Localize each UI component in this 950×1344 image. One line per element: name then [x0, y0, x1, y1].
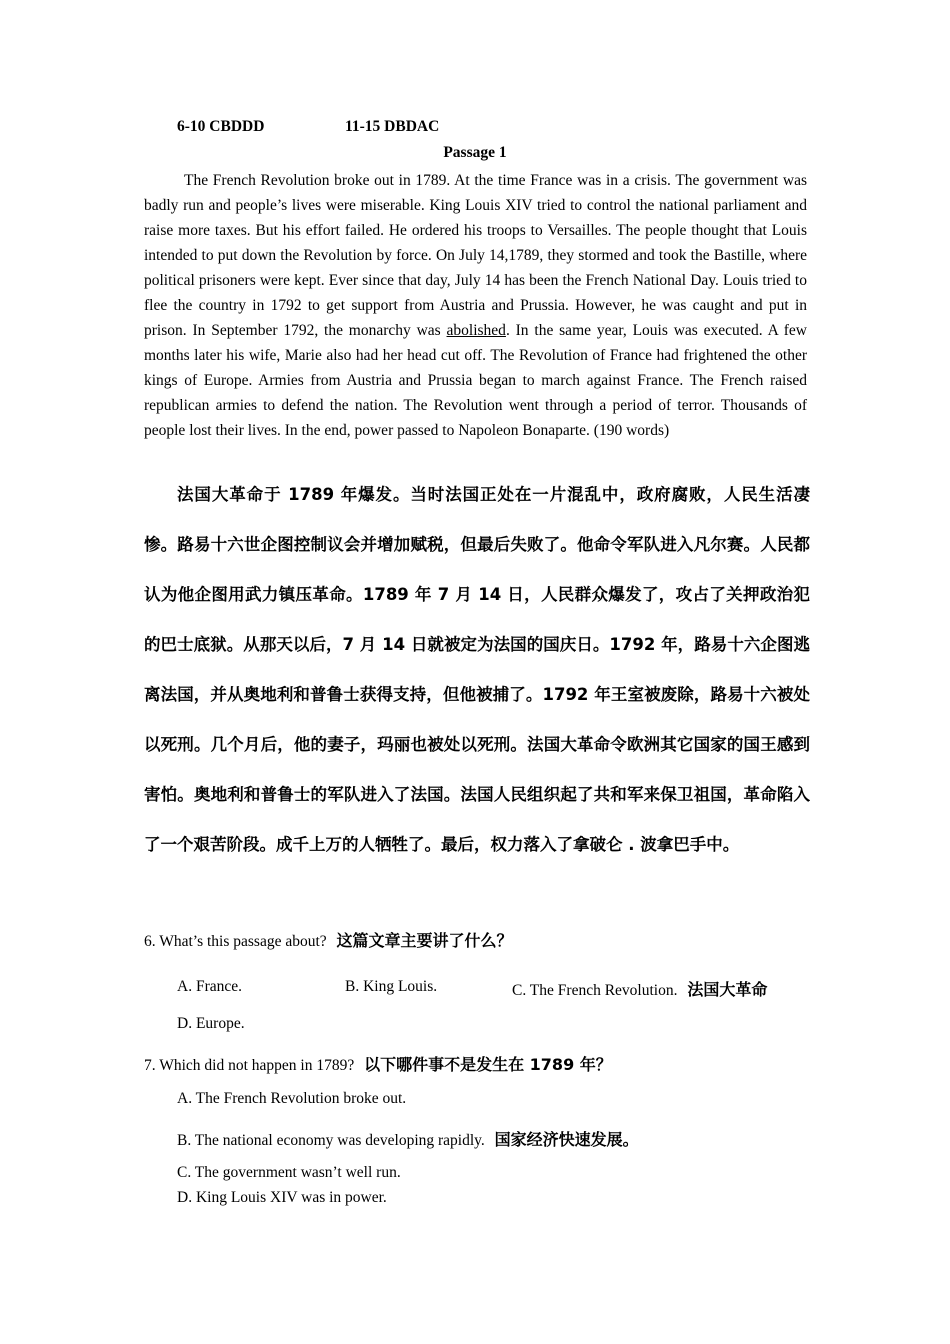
q7-option-c: C. The government wasn’t well run. — [177, 1164, 401, 1181]
q6-option-c — [512, 977, 767, 1000]
q7-option-b-note: 国家经济快速发展。 — [494, 1130, 639, 1149]
question-6-note: 这篇文章主要讲了什么？ — [336, 931, 513, 950]
underlined-word: abolished — [446, 322, 506, 339]
answer-key-6-10: 6-10 CBDDD — [177, 118, 265, 135]
passage-text — [144, 168, 807, 443]
q7-option-a: A. The French Revolution broke out. — [177, 1090, 407, 1107]
answer-key — [177, 118, 440, 136]
passage-text-part2: . In the same year, Louis was executed. A few months later his wife, Marie also had her head cut off. The Revolution of France had frightened the other kings of Europe. Armies from Austria and Prussia began to march against France. The French raised republican armies to defend the nation. The Revolution went through a period of terror. Thousands of people lost their lives. In the end, power passed to Napoleon Bonaparte. (190 words) — [144, 322, 807, 439]
translation-text: 法国大革命于 1789 年爆发。当时法国正处在一片混乱中，政府腐败，人民生活凄惨。路易十六世企图控制议会并增加赋税，但最后失败了。他命令军队进入凡尔赛。人民都认为他企图用武力镇压革命。1789 年 7 月 14 日，人民群众爆发了，攻占了关押政治犯的巴士底狱。从那天以后，7 月 14 日就被定为法国的国庆日。1792 年，路易十六企图逃离法国，并从奥地利和普鲁士获得支持，但他被捕了。1792 年王室被废除，路易十六被处以死刑。几个月后，他的妻子，玛丽也被处以死刑。法国大革命令欧洲其它国家的国王感到害怕。奥地利和普鲁士的军队进入了法国。法国人民组织起了共和军来保卫祖国，革命陷入了一个艰苦阶段。成千上万的人牺牲了。最后，权力落入了拿破仑 . 波拿巴手中。 — [144, 485, 810, 854]
answer-key-11-15: 11-15 DBDAC — [345, 118, 440, 135]
q6-option-c-text: C. The French Revolution. — [512, 982, 678, 999]
question-7-note: 以下哪件事不是发生在 1789 年？ — [364, 1055, 612, 1074]
q6-option-c-note: 法国大革命 — [687, 980, 768, 999]
q7-option-b-text: B. The national economy was developing rapidly. — [177, 1132, 485, 1149]
q6-option-a: A. France. — [177, 978, 242, 995]
question-6 — [144, 928, 513, 951]
q6-option-b: B. King Louis. — [345, 978, 438, 995]
passage-translation — [144, 470, 810, 870]
q6-option-d: D. Europe. — [177, 1015, 245, 1032]
question-7-text: 7. Which did not happen in 1789? — [144, 1057, 355, 1074]
question-7 — [144, 1052, 612, 1075]
q7-option-d: D. King Louis XIV was in power. — [177, 1189, 387, 1206]
passage-title: Passage 1 — [443, 144, 507, 161]
question-6-text: 6. What’s this passage about? — [144, 933, 327, 950]
passage-text-part1: The French Revolution broke out in 1789. At the time France was in a crisis. The government was badly run and people’s lives were miserable. King Louis XIV tried to control the national parliament and raise more taxes. But his effort failed. He ordered his troops to Versailles. The people thought that Louis intended to put down the Revolution by force. On July 14,1789, they stormed and took the Bastille, where political prisoners were kept. Ever since that day, July 14 has been the French National Day. Louis tried to flee the country in 1792 to get support from Austria and Prussia. However, he was caught and put in prison. In September 1792, the monarchy was — [144, 172, 807, 339]
q7-option-b — [177, 1127, 639, 1150]
